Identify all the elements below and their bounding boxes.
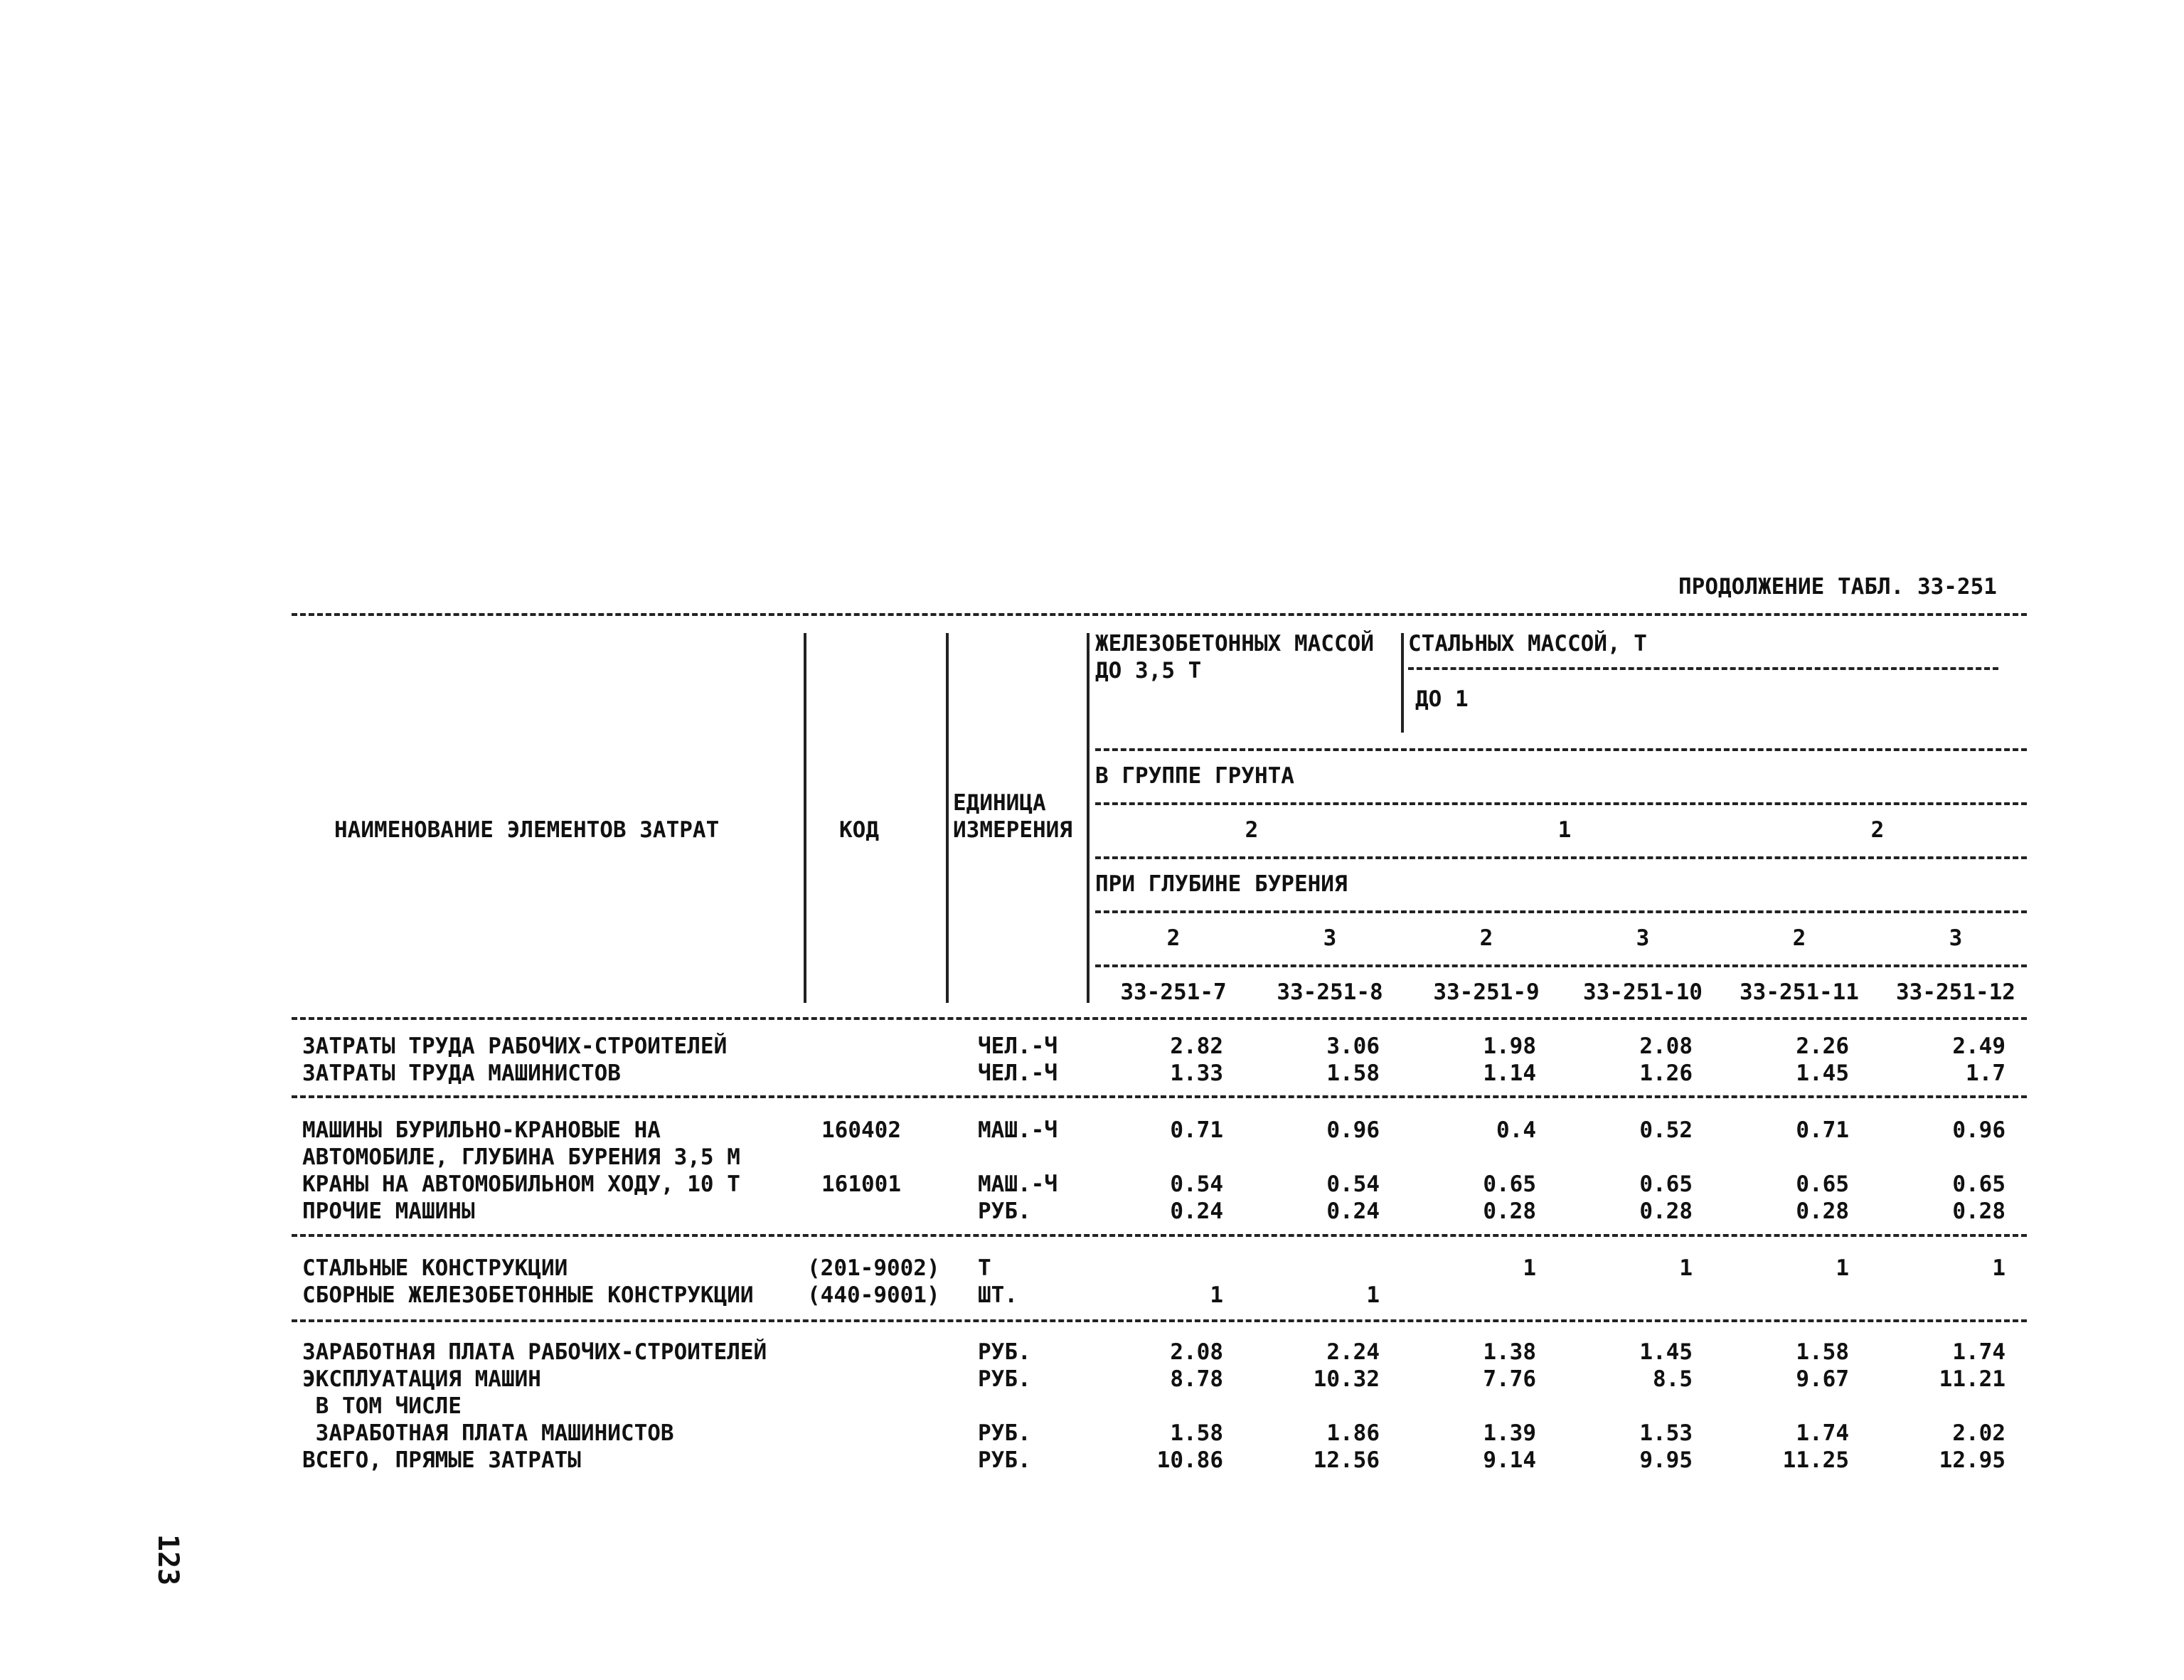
row-name: ЗАРАБОТНАЯ ПЛАТА МАШИНИСТОВ xyxy=(302,1420,674,1446)
row-value: 0.65 xyxy=(1483,1171,1536,1197)
header-soil-group: 2 xyxy=(1870,817,1885,843)
row-value: 1.33 xyxy=(1170,1060,1223,1086)
row-value: 1.53 xyxy=(1639,1420,1693,1446)
row-unit: ЧЕЛ.-Ч xyxy=(978,1033,1058,1059)
row-value: 1.45 xyxy=(1639,1339,1693,1365)
row-value: 1 xyxy=(1992,1255,2005,1281)
header-rule-5 xyxy=(1095,964,2027,967)
row-value: 0.96 xyxy=(1326,1117,1380,1143)
header-top-rule xyxy=(292,613,2027,616)
row-name: ЗАРАБОТНАЯ ПЛАТА РАБОЧИХ-СТРОИТЕЛЕЙ xyxy=(302,1339,767,1365)
row-name: ПРОЧИЕ МАШИНЫ xyxy=(302,1198,475,1224)
header-vline-unit xyxy=(1087,633,1090,1003)
row-value: 1.98 xyxy=(1483,1033,1536,1059)
header-code: 33-251-10 xyxy=(1583,979,1703,1005)
header-depth-label: ПРИ ГЛУБИНЕ БУРЕНИЯ xyxy=(1095,871,1348,897)
row-unit: РУБ. xyxy=(978,1339,1031,1365)
row-value: 0.24 xyxy=(1170,1198,1223,1224)
row-value: 2.26 xyxy=(1796,1033,1849,1059)
row-value: 1 xyxy=(1523,1255,1536,1281)
header-code: 33-251-11 xyxy=(1740,979,1859,1005)
group-rule xyxy=(292,1095,2027,1098)
row-code: 160402 xyxy=(821,1117,901,1143)
row-unit: РУБ. xyxy=(978,1366,1031,1392)
row-value: 1 xyxy=(1210,1282,1223,1308)
header-rule-2 xyxy=(1095,802,2027,805)
row-value: 2.24 xyxy=(1326,1339,1380,1365)
row-value: 0.28 xyxy=(1796,1198,1849,1224)
row-value: 2.02 xyxy=(1952,1420,2005,1446)
header-depth: 3 xyxy=(1636,925,1650,951)
row-value: 0.28 xyxy=(1952,1198,2005,1224)
header-group-steel-sub: ДО 1 xyxy=(1415,686,1469,712)
row-name: ЭКСПЛУАТАЦИЯ МАШИН xyxy=(302,1366,541,1392)
row-value: 7.76 xyxy=(1483,1366,1536,1392)
row-value: 2.08 xyxy=(1170,1339,1223,1365)
row-value: 10.86 xyxy=(1156,1447,1223,1473)
header-group-steel: СТАЛЬНЫХ МАССОЙ, Т xyxy=(1408,631,1647,656)
header-depth: 3 xyxy=(1949,925,1963,951)
page-number: 123 xyxy=(151,1533,185,1586)
row-name: КРАНЫ НА АВТОМОБИЛЬНОМ ХОДУ, 10 Т xyxy=(302,1171,740,1197)
row-unit: Т xyxy=(978,1255,991,1281)
header-soil-group: 1 xyxy=(1557,817,1572,843)
row-name: ЗАТРАТЫ ТРУДА МАШИНИСТОВ xyxy=(302,1060,621,1086)
row-value: 1.14 xyxy=(1483,1060,1536,1086)
row-value: 9.14 xyxy=(1483,1447,1536,1473)
row-value: 1.7 xyxy=(1966,1060,2005,1086)
row-value: 0.28 xyxy=(1483,1198,1536,1224)
group-rule xyxy=(292,1319,2027,1322)
row-value: 0.96 xyxy=(1952,1117,2005,1143)
header-group-rc-1: ЖЕЛЕЗОБЕТОННЫХ МАССОЙ xyxy=(1095,631,1374,656)
row-value: 0.54 xyxy=(1170,1171,1223,1197)
row-value: 8.5 xyxy=(1653,1366,1693,1392)
row-value: 2.49 xyxy=(1952,1033,2005,1059)
row-name: СТАЛЬНЫЕ КОНСТРУКЦИИ xyxy=(302,1255,568,1281)
row-value: 0.28 xyxy=(1639,1198,1693,1224)
row-value: 1 xyxy=(1836,1255,1849,1281)
row-value: 12.56 xyxy=(1313,1447,1380,1473)
row-value: 0.65 xyxy=(1639,1171,1693,1197)
row-value: 1.74 xyxy=(1952,1339,2005,1365)
header-depth: 2 xyxy=(1479,925,1493,951)
header-code-col: КОД xyxy=(839,817,879,843)
row-value: 11.21 xyxy=(1939,1366,2005,1392)
row-value: 2.82 xyxy=(1170,1033,1223,1059)
row-value: 0.24 xyxy=(1326,1198,1380,1224)
row-name: ВСЕГО, ПРЯМЫЕ ЗАТРАТЫ xyxy=(302,1447,581,1473)
header-rule-3 xyxy=(1095,856,2027,859)
row-name: СБОРНЫЕ ЖЕЛЕЗОБЕТОННЫЕ КОНСТРУКЦИИ xyxy=(302,1282,754,1308)
row-value: 0.71 xyxy=(1170,1117,1223,1143)
row-name: МАШИНЫ БУРИЛЬНО-КРАНОВЫЕ НА xyxy=(302,1117,661,1143)
row-value: 1.58 xyxy=(1796,1339,1849,1365)
row-unit: МАШ.-Ч xyxy=(978,1171,1058,1197)
row-value: 0.4 xyxy=(1496,1117,1536,1143)
row-value: 0.71 xyxy=(1796,1117,1849,1143)
row-value: 0.54 xyxy=(1326,1171,1380,1197)
header-unit-col-2: ИЗМЕРЕНИЯ xyxy=(953,817,1072,843)
header-rule-1 xyxy=(1095,748,2027,751)
header-depth: 2 xyxy=(1166,925,1181,951)
row-name: ЗАТРАТЫ ТРУДА РАБОЧИХ-СТРОИТЕЛЕЙ xyxy=(302,1033,728,1059)
header-name-col: НАИМЕНОВАНИЕ ЭЛЕМЕНТОВ ЗАТРАТ xyxy=(334,817,720,843)
row-value: 1.39 xyxy=(1483,1420,1536,1446)
row-value: 0.52 xyxy=(1639,1117,1693,1143)
header-code: 33-251-9 xyxy=(1433,979,1540,1005)
row-value: 9.95 xyxy=(1639,1447,1693,1473)
group-rule xyxy=(292,1234,2027,1237)
header-soil-group: 2 xyxy=(1245,817,1259,843)
row-value: 1 xyxy=(1679,1255,1693,1281)
row-value: 1.86 xyxy=(1326,1420,1380,1446)
header-depth: 2 xyxy=(1792,925,1806,951)
row-value: 1.58 xyxy=(1326,1060,1380,1086)
row-value: 2.08 xyxy=(1639,1033,1693,1059)
row-code: (440-9001) xyxy=(807,1282,940,1308)
row-value: 1 xyxy=(1366,1282,1380,1308)
row-code: 161001 xyxy=(821,1171,901,1197)
header-bottom-rule xyxy=(292,1017,2027,1020)
header-group-rc-2: ДО 3,5 Т xyxy=(1095,658,1202,684)
row-unit: РУБ. xyxy=(978,1198,1031,1224)
header-soil-label: В ГРУППЕ ГРУНТА xyxy=(1095,763,1294,789)
header-code: 33-251-7 xyxy=(1120,979,1227,1005)
header-code: 33-251-8 xyxy=(1277,979,1383,1005)
row-name: АВТОМОБИЛЕ, ГЛУБИНА БУРЕНИЯ 3,5 М xyxy=(302,1144,740,1170)
row-value: 1.38 xyxy=(1483,1339,1536,1365)
row-value: 0.65 xyxy=(1796,1171,1849,1197)
header-vline-name xyxy=(804,633,806,1003)
row-value: 9.67 xyxy=(1796,1366,1849,1392)
row-code: (201-9002) xyxy=(807,1255,940,1281)
row-value: 1.45 xyxy=(1796,1060,1849,1086)
row-unit: РУБ. xyxy=(978,1447,1031,1473)
header-vline-group xyxy=(1401,633,1404,733)
row-value: 1.58 xyxy=(1170,1420,1223,1446)
row-value: 1.74 xyxy=(1796,1420,1849,1446)
row-unit: ЧЕЛ.-Ч xyxy=(978,1060,1058,1086)
header-vline-code xyxy=(946,633,949,1003)
header-code: 33-251-12 xyxy=(1896,979,2015,1005)
header-rule-4 xyxy=(1095,910,2027,913)
row-unit: МАШ.-Ч xyxy=(978,1117,1058,1143)
row-value: 1.26 xyxy=(1639,1060,1693,1086)
row-value: 8.78 xyxy=(1170,1366,1223,1392)
row-unit: РУБ. xyxy=(978,1420,1031,1446)
row-value: 10.32 xyxy=(1313,1366,1380,1392)
row-value: 3.06 xyxy=(1326,1033,1380,1059)
header-unit-col-1: ЕДИНИЦА xyxy=(953,790,1046,816)
header-depth: 3 xyxy=(1323,925,1337,951)
row-value: 0.65 xyxy=(1952,1171,2005,1197)
continuation-title: ПРОДОЛЖЕНИЕ ТАБЛ. 33-251 xyxy=(1678,574,1997,600)
row-value: 12.95 xyxy=(1939,1447,2005,1473)
row-value: 11.25 xyxy=(1782,1447,1849,1473)
header-steel-rule xyxy=(1408,667,1998,670)
row-unit: ШТ. xyxy=(978,1282,1018,1308)
row-name: В ТОМ ЧИСЛЕ xyxy=(302,1393,462,1419)
